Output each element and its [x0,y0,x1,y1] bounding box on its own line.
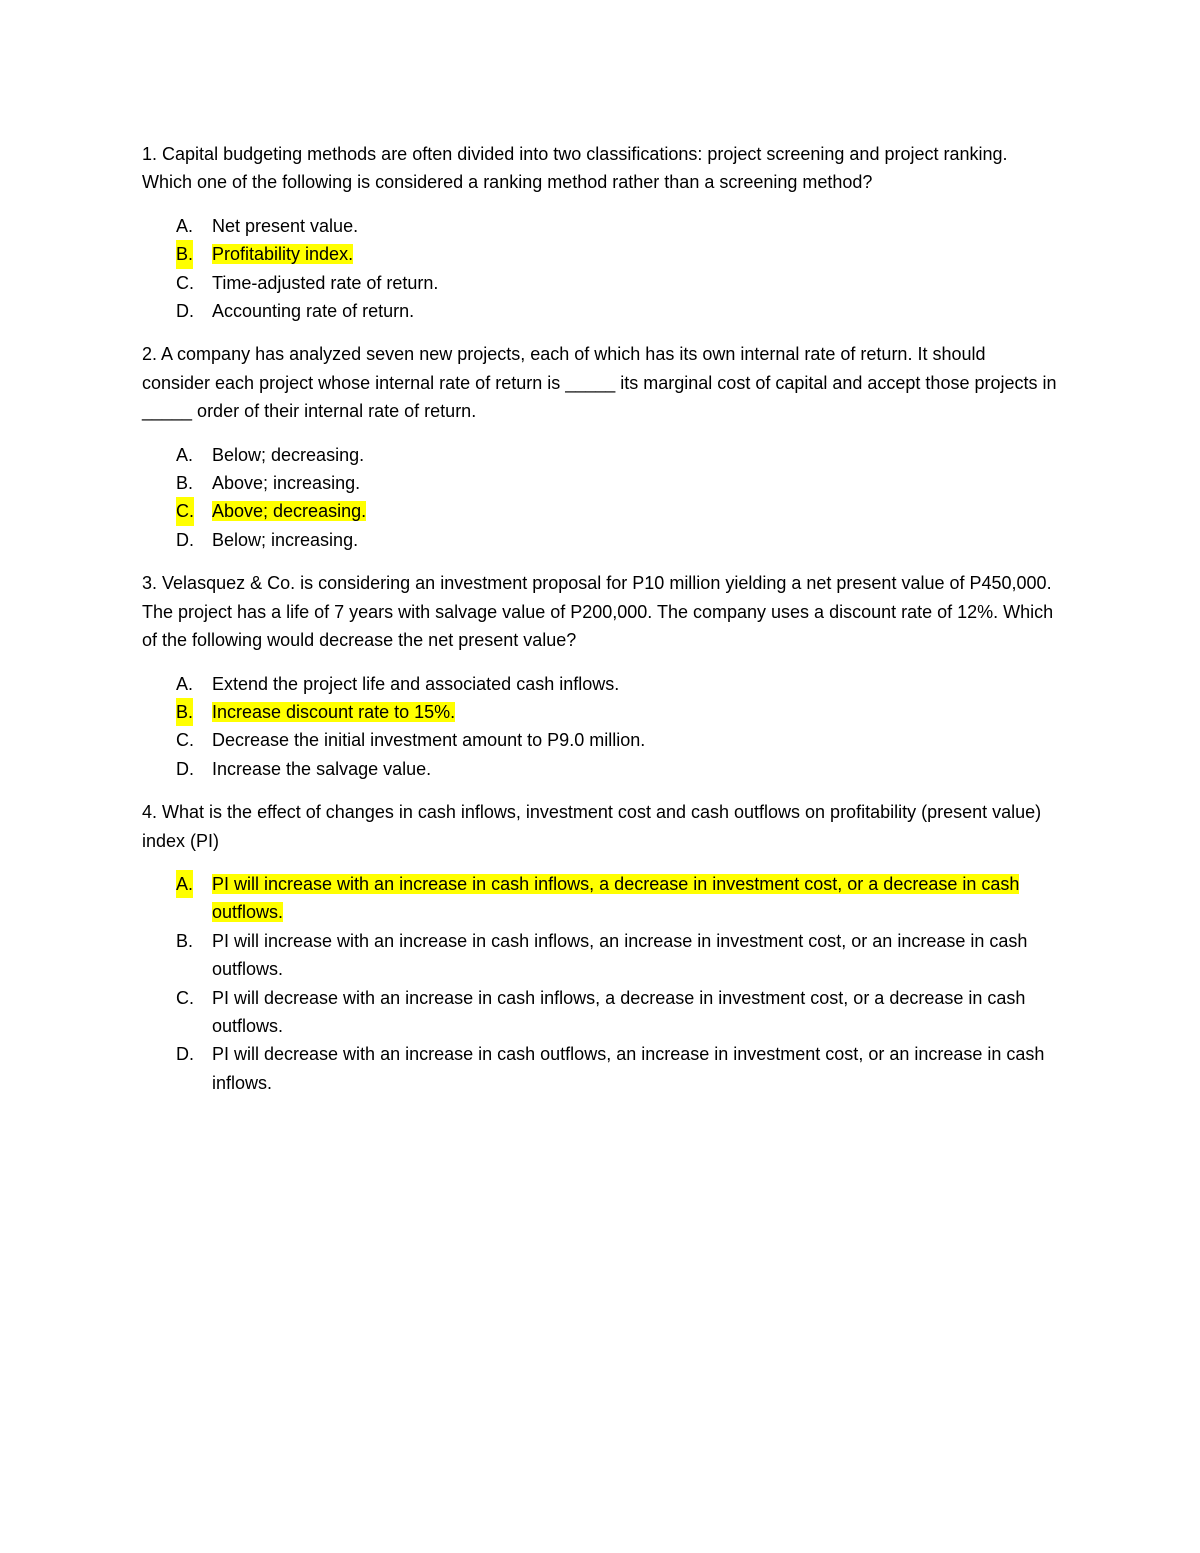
question-2-option-a [142,441,1057,469]
question-4-body: What is the effect of changes in cash inflows, investment cost and cash outflows on profitability (present value) index (PI) [142,802,1042,851]
question-4-option-b [142,927,1057,984]
option-text: Increase discount rate to 15%. [212,701,456,722]
option-letter: B. [176,240,193,268]
option-letter: A. [176,444,194,465]
quiz-content [142,140,1057,1113]
option-text: PI will decrease with an increase in cash outflows, an increase in investment cost, or an increase in cash inflows. [212,1044,1045,1093]
question-2-option-c [142,497,1057,525]
question-1-text [142,140,1057,197]
question-3-text [142,569,1057,654]
question-3-body: Velasquez & Co. is considering an investment proposal for P10 million yielding a net present value of P450,000. The project has a life of 7 years with salvage value of P200,000. The company uses a discount rate of 12%. Which of the following would decrease the net present value? [142,573,1054,651]
option-text: Decrease the initial investment amount to P9.0 million. [212,730,646,751]
option-text: Extend the project life and associated cash inflows. [212,673,620,694]
question-3-number: 3. [142,573,158,594]
question-4-number: 4. [142,802,158,823]
question-4 [142,798,1057,1097]
question-2-option-d [142,526,1057,554]
option-text: Net present value. [212,215,359,236]
question-4-option-a [142,870,1057,927]
option-letter: D. [176,301,194,322]
question-2-option-b [142,469,1057,497]
question-3 [142,569,1057,783]
question-2 [142,340,1057,554]
option-letter: C. [176,272,194,293]
question-1-option-a [142,212,1057,240]
option-letter: D. [176,529,194,550]
option-text: Below; decreasing. [212,444,365,465]
question-1-option-b [142,240,1057,268]
option-text: PI will decrease with an increase in cash inflows, a decrease in investment cost, or a decrease in cash outflows. [212,987,1026,1036]
question-1-body: Capital budgeting methods are often divided into two classifications: project screening and project ranking. Which one of the following is considered a ranking method rather than a screening method? [142,144,1008,193]
option-text: Accounting rate of return. [212,301,415,322]
option-text: Below; increasing. [212,529,359,550]
question-3-option-d [142,755,1057,783]
option-text: PI will increase with an increase in cash inflows, an increase in investment cost, or an increase in cash outflows. [212,930,1028,980]
option-text: Profitability index. [212,244,354,265]
question-4-options [142,870,1057,1097]
question-4-option-d [142,1040,1057,1097]
question-4-option-c [142,984,1057,1041]
option-text: Increase the salvage value. [212,758,432,779]
option-text: PI will increase with an increase in cash inflows, a decrease in investment cost, or a decrease in cash outflows. [212,873,1020,923]
question-3-option-a [142,670,1057,698]
option-letter: C. [176,730,194,751]
option-letter: A. [176,215,194,236]
question-1-number: 1. [142,144,158,164]
option-text: Time-adjusted rate of return. [212,272,439,293]
question-2-body: A company has analyzed seven new projects, each of which has its own internal rate of return. It should consider each project whose internal rate of return is _____ its marginal cost of capital and accept those projects in _____ order of their internal rate of return. [142,344,1057,422]
question-2-text [142,340,1057,425]
option-letter: D. [176,1044,194,1065]
option-text: Above; increasing. [212,473,361,494]
option-letter: C. [176,497,194,525]
option-letter: B. [176,698,193,726]
option-letter: A. [176,870,193,898]
question-2-number: 2. [142,344,158,365]
question-1-option-d [142,297,1057,325]
option-letter: A. [176,673,194,694]
question-1 [142,140,1057,325]
question-4-text [142,798,1057,855]
question-3-options [142,670,1057,784]
question-3-option-b [142,698,1057,726]
option-letter: C. [176,987,194,1008]
question-2-options [142,441,1057,555]
question-1-option-c [142,269,1057,297]
option-text: Above; decreasing. [212,501,367,522]
option-letter: B. [176,930,194,951]
question-3-option-c [142,726,1057,754]
option-letter: B. [176,473,194,494]
option-letter: D. [176,758,194,779]
question-1-options [142,212,1057,326]
